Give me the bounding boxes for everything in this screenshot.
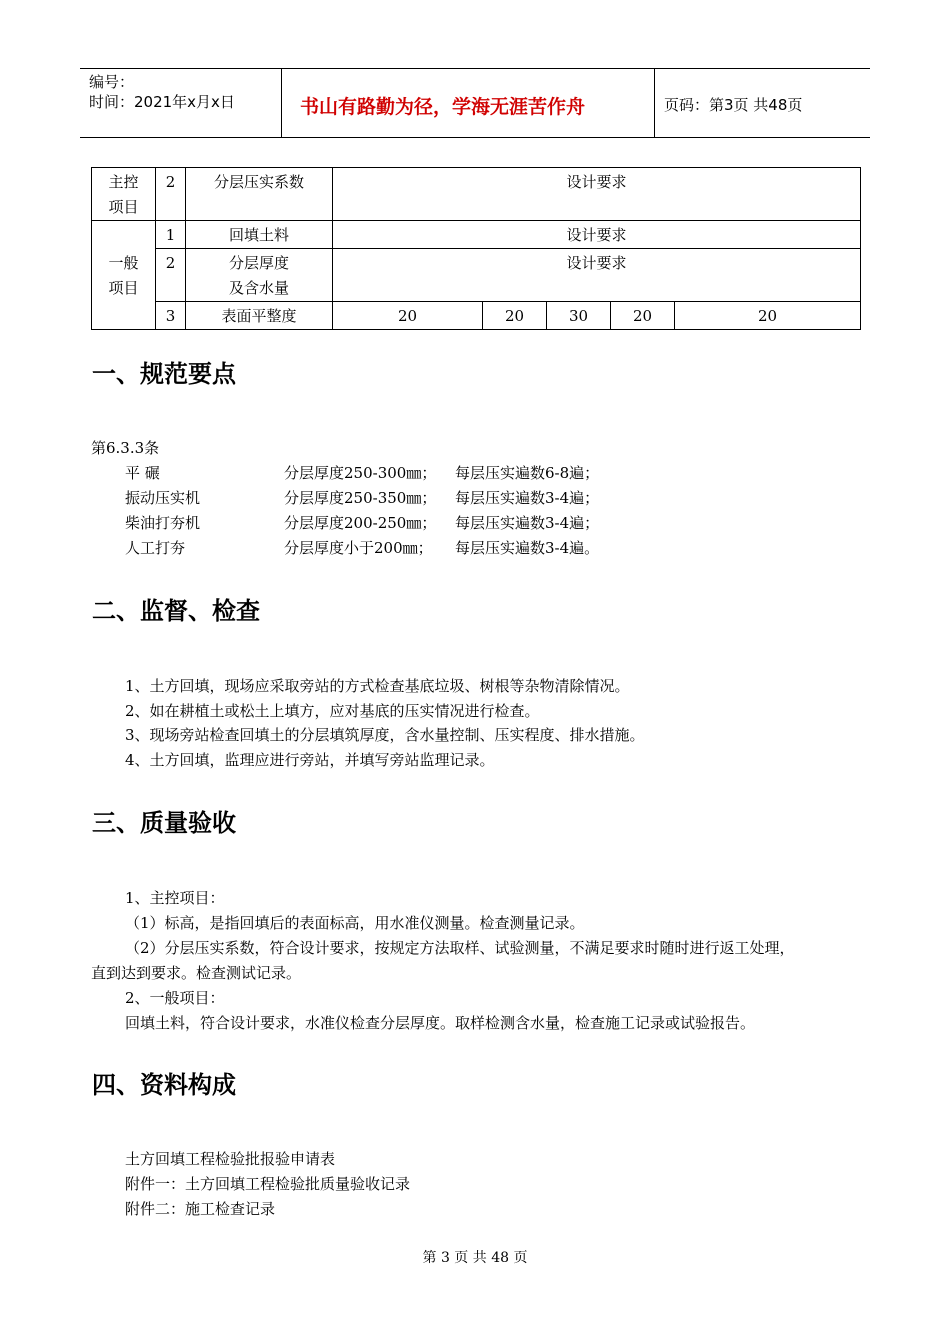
machine-name: 柴油打夯机 xyxy=(125,514,201,532)
page-footer: 第 3 页 共 48 页 xyxy=(422,1250,528,1266)
clause-number: 第6.3.3条 xyxy=(91,439,160,457)
supervision-item: 3、现场旁站检查回填土的分层填筑厚度，含水量控制、压实程度、排水措施。 xyxy=(125,726,645,744)
document-number-label: 编号： xyxy=(89,73,135,91)
row-requirement: 设计要求 xyxy=(333,221,861,249)
tolerance-value: 20 xyxy=(483,302,547,330)
compaction-passes: 每层压实遍数3-4遍。 xyxy=(455,539,600,557)
group-general: 一般 项目 xyxy=(92,221,156,330)
section-heading: 二、监督、检查 xyxy=(92,597,260,625)
layer-thickness: 分层厚度250-350㎜； xyxy=(284,489,437,507)
supervision-item: 4、土方回填，监理应进行旁站，并填写旁站监理记录。 xyxy=(125,751,495,769)
document-date: 时间：2021年x月x日 xyxy=(89,93,235,111)
machine-name: 振动压实机 xyxy=(125,489,201,507)
tolerance-value: 30 xyxy=(547,302,611,330)
machine-name: 人工打夯 xyxy=(125,539,186,557)
row-item: 表面平整度 xyxy=(186,302,333,330)
document-item: 土方回填工程检验批报验申请表 xyxy=(125,1150,336,1168)
compaction-passes: 每层压实遍数6-8遍； xyxy=(455,464,600,482)
header-motto: 书山有路勤为径，学海无涯苦作舟 xyxy=(300,96,586,118)
table-row xyxy=(92,249,861,302)
acceptance-item: （1）标高，是指回填后的表面标高，用水准仪测量。检查测量记录。 xyxy=(125,914,585,932)
document-item: 附件二：施工检查记录 xyxy=(125,1200,276,1218)
document-item: 附件一：土方回填工程检验批质量验收记录 xyxy=(125,1175,411,1193)
row-number: 1 xyxy=(156,221,186,249)
supervision-item: 2、如在耕植土或松土上填方，应对基底的压实情况进行检查。 xyxy=(125,702,540,720)
inspection-table xyxy=(91,167,861,330)
section-heading: 四、资料构成 xyxy=(92,1071,236,1099)
acceptance-general-title: 2、一般项目： xyxy=(125,989,225,1007)
tolerance-value: 20 xyxy=(333,302,483,330)
page-header xyxy=(80,68,870,138)
row-number: 3 xyxy=(156,302,186,330)
row-requirement: 设计要求 xyxy=(333,249,861,302)
section-heading: 三、质量验收 xyxy=(92,809,236,837)
layer-thickness: 分层厚度250-300㎜； xyxy=(284,464,437,482)
acceptance-general-text: 回填土料，符合设计要求，水准仪检查分层厚度。取样检测含水量，检查施工记录或试验报告。 xyxy=(125,1014,756,1032)
acceptance-main-title: 1、主控项目： xyxy=(125,889,225,907)
layer-thickness: 分层厚度200-250㎜； xyxy=(284,514,437,532)
table-row xyxy=(92,221,861,249)
acceptance-item-continued: 直到达到要求。检查测试记录。 xyxy=(91,964,302,982)
row-number: 2 xyxy=(156,249,186,302)
compaction-passes: 每层压实遍数3-4遍； xyxy=(455,489,600,507)
page-info: 页码：第3页 共48页 xyxy=(664,96,803,114)
group-main-control: 主控 项目 xyxy=(92,168,156,221)
machine-name: 平 碾 xyxy=(125,464,160,482)
row-item: 分层压实系数 xyxy=(186,168,333,221)
row-item: 回填土料 xyxy=(186,221,333,249)
row-number: 2 xyxy=(156,168,186,221)
compaction-passes: 每层压实遍数3-4遍； xyxy=(455,514,600,532)
header-divider xyxy=(281,69,282,137)
table-row xyxy=(92,168,861,221)
tolerance-value: 20 xyxy=(611,302,675,330)
supervision-item: 1、土方回填，现场应采取旁站的方式检查基底垃圾、树根等杂物清除情况。 xyxy=(125,677,630,695)
row-requirement: 设计要求 xyxy=(333,168,861,221)
acceptance-item: （2）分层压实系数，符合设计要求，按规定方法取样、试验测量，不满足要求时随时进行返工处理， xyxy=(125,939,795,957)
section-heading: 一、规范要点 xyxy=(92,360,236,388)
tolerance-value: 20 xyxy=(675,302,861,330)
layer-thickness: 分层厚度小于200㎜； xyxy=(284,539,433,557)
header-divider xyxy=(654,69,655,137)
row-item: 分层厚度 及含水量 xyxy=(186,249,333,302)
table-row xyxy=(92,302,861,330)
